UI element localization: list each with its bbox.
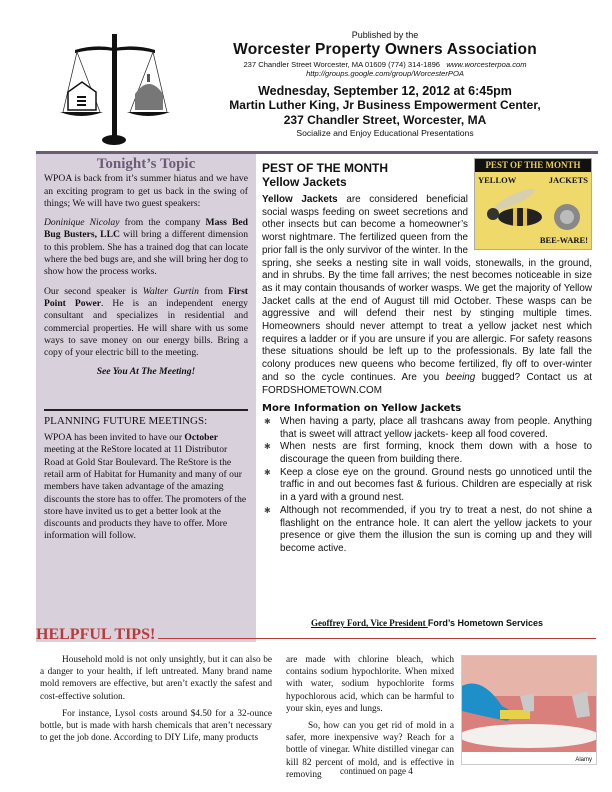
website-link[interactable]: www.worcesterpoa.com bbox=[446, 60, 527, 69]
address-text: 237 Chandler Street Worcester, MA 01609 (774) 314-1896 bbox=[243, 60, 441, 69]
pest-subtitle: Yellow Jackets bbox=[262, 175, 347, 189]
scales-of-justice-logo bbox=[55, 32, 175, 150]
helpful-tips-title: HELPFUL TIPS! bbox=[36, 626, 156, 643]
text: from bbox=[198, 285, 229, 297]
planning-month: October bbox=[184, 432, 218, 444]
more-info-title: More Information on Yellow Jackets bbox=[262, 403, 462, 415]
speaker-2-company: First Point Power bbox=[44, 285, 248, 309]
closing-line: See You At The Meeting! bbox=[96, 366, 196, 378]
list-item: ✱ Keep a close eye on the ground. Ground nests go unnoticed until the traffic in and out becomes fast & furious. Children are especially at risk in a yard with a ground nest. bbox=[262, 467, 592, 505]
text: will bring a different dimension to this problem. She has a trained dog that can locate where the bed bugs are, and she will bring her dog to show how the process works. bbox=[44, 229, 248, 278]
image-title bbox=[475, 172, 591, 189]
paragraph: Household mold is not only unsightly, but it can also be a danger to your health, if left untreated. Many brand name mold removers are effective, but aren’t exactly the safest and cost-effective solution. bbox=[40, 655, 272, 702]
image-word: JACKETS bbox=[548, 175, 588, 185]
venue-line-1: Martin Luther King, Jr Business Empowerment Center, bbox=[229, 98, 541, 112]
org-name: Worcester Property Owners Association bbox=[233, 41, 537, 58]
image-banner: PEST OF THE MONTH bbox=[475, 159, 591, 172]
image-footer: BEE-WARE! bbox=[539, 235, 588, 246]
text: from the company bbox=[119, 217, 206, 229]
speaker-1-company: Mass Bed Bug Busters, LLC bbox=[44, 217, 248, 241]
signature bbox=[262, 618, 592, 628]
yellow-jacket-image bbox=[474, 158, 592, 250]
text: bugged? Contact us at FORDSHOMETOWN.COM bbox=[262, 371, 592, 396]
text: beeing bbox=[445, 371, 476, 383]
pest-title: PEST OF THE MONTH bbox=[262, 161, 388, 175]
text: meeting at the ReStore located at 11 Distributor Road at Gold Star Boulevard. The ReStore is the retail arm of Habitat for Humanity and many of our members have taken advantage of the amazing discounts the store has to offer. The promoters of the store have invited us to get a better look at the discounts and products they have to offer. More information will follow. bbox=[44, 444, 247, 542]
cleaning-sink-photo bbox=[461, 655, 597, 765]
tagline: Socialize and Enjoy Educational Presentations bbox=[296, 128, 474, 138]
author-name: Geoffrey Ford, Vice President bbox=[310, 618, 428, 628]
paragraph: So, how can you get rid of mold in a safer, more inexpensive way? Reach for a bottle of vinegar. White distilled vinegar can kill 82 percent of mold, and is effective in removing bbox=[286, 721, 454, 780]
section-divider bbox=[44, 409, 248, 411]
speaker-2-name: Walter Gurtin bbox=[142, 285, 199, 297]
paragraph: are made with chlorine bleach, which contains sodium hypochlorite. When mixed with water, sodium hypochlorite forms hypochlorous acid, which can be harmful to your skin, eyes and lungs. bbox=[286, 655, 454, 714]
lead-bold: Yellow Jackets bbox=[262, 194, 338, 205]
image-word: YELLOW bbox=[478, 175, 517, 185]
planning-text bbox=[44, 432, 248, 543]
group-link[interactable]: http://groups.google.com/group/WorcesterPOA bbox=[306, 69, 464, 78]
planning-title: PLANNING FUTURE MEETINGS: bbox=[44, 414, 208, 427]
meeting-date: Wednesday, September 12, 2012 at 6:45pm bbox=[258, 84, 512, 98]
text: Our second speaker is bbox=[44, 285, 143, 297]
list-item: ✱ Although not recommended, if you try to treat a nest, do not shine a flashlight on the entrance hole. It can alert the yellow jackets to your presence or give them the illusion the sun is coming up and they will become active. bbox=[262, 505, 592, 556]
speaker-1-name: Doninique Nicolay bbox=[44, 217, 120, 229]
sink-image bbox=[462, 656, 596, 752]
continued-note: continued on page 4 bbox=[340, 766, 413, 776]
house-icon bbox=[68, 82, 96, 110]
helpful-column-1 bbox=[40, 654, 272, 749]
wasp-icon bbox=[475, 189, 591, 239]
org-address bbox=[215, 60, 555, 69]
helpful-tips-rule bbox=[158, 638, 596, 639]
list-item: ✱ When having a party, place all trashcans away from people. Anything that is sweet will attract yellow jackets- keep all food covered. bbox=[262, 416, 592, 441]
paragraph: For instance, Lysol costs around $4.50 for a 32-ounce bottle, but is made with harsh chemicals that aren’t necessary to get the job done. According to DIY Life, many products bbox=[40, 708, 272, 744]
speaker-1 bbox=[44, 217, 248, 278]
masthead bbox=[215, 30, 555, 138]
topic-title: Tonight’s Topic bbox=[96, 156, 196, 172]
author-company: Ford’s Hometown Services bbox=[427, 618, 544, 628]
text: are considered beneficial social wasps feeding on sweet secretions and other insects but can become a homeowner’s worst nightmare. The fertilized queen from the prior fall is the only survivor of the winter. In the spring, she seeks a nesting site in wall voids, stonewalls, in the ground, and in shrubs. By the time fall arrives; the nest becomes noticeable in size as it may contain thousands of worker wasps. We get the majority of Yellow Jacket calls at the end of August till mid October. These wasps can be aggressive and will defend their nest by stinging multiple times. Homeowners should never attempt to treat a yellow jacket nest which requires a ladder or if you are unsure if you are allergic. For safety reasons these situations should be left up to the professionals. By late fall the colony produces new queens who become fertilized, fly off to over-winter and so the cycle continues. Are you bbox=[262, 194, 592, 383]
tonights-topic-box bbox=[36, 154, 256, 642]
photo-credit: Alamy bbox=[575, 757, 592, 763]
text: WPOA has been invited to have our bbox=[44, 432, 185, 444]
pest-of-the-month-article bbox=[262, 161, 592, 556]
speaker-2 bbox=[44, 286, 248, 360]
list-item: ✱ When nests are first forming, knock them down with a hose to discourage the queen from building there. bbox=[262, 441, 592, 466]
text: . He is an independent energy consultant and specializes in residential and commercial properties. He will share with us some ways to save money on our energy bills. Bring a copy of your electric bill to the meeting. bbox=[44, 297, 248, 359]
published-by: Published by the bbox=[351, 30, 419, 40]
capitol-dome-icon bbox=[135, 74, 163, 110]
topic-intro: WPOA is back from it’s summer hiatus and we have an exciting program to get us back in the swing of things; We will have two guest speakers: bbox=[44, 173, 248, 209]
tips-list bbox=[262, 416, 592, 556]
venue-line-2: 237 Chandler Street, Worcester, MA bbox=[283, 113, 487, 127]
